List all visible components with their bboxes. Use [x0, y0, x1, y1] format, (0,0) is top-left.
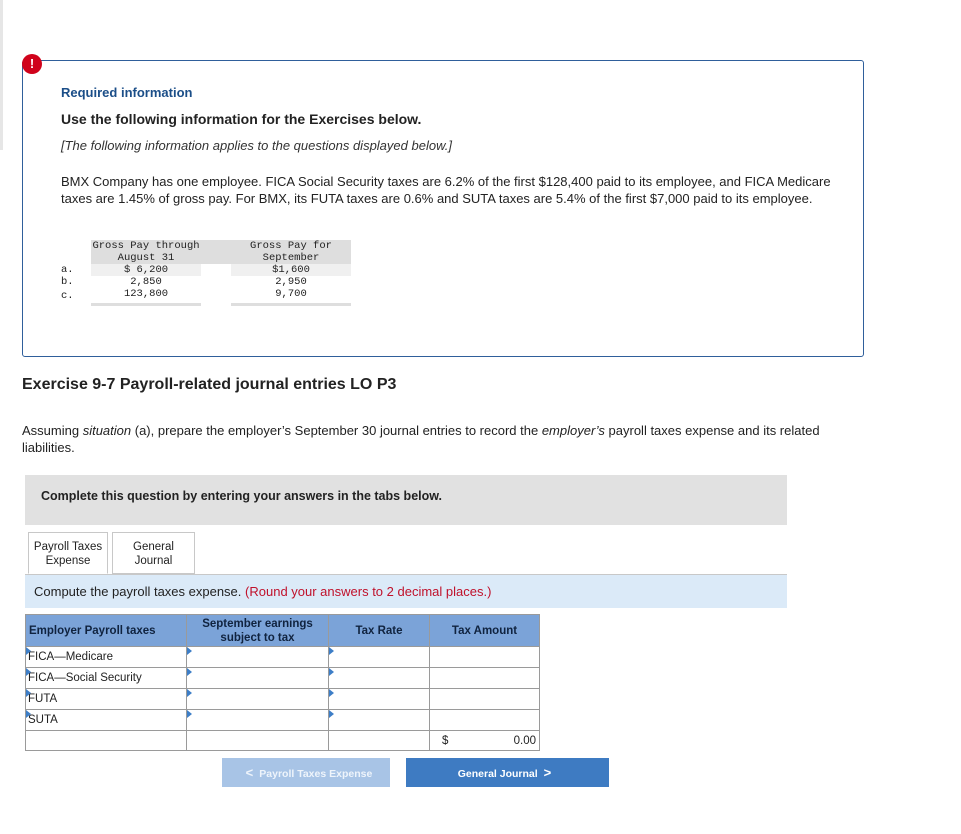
tax-amount-cell [430, 647, 540, 668]
table-row [26, 710, 540, 731]
chevron-left-icon: < [245, 765, 254, 780]
dropdown-marker-icon [26, 710, 31, 718]
earnings-input[interactable] [187, 647, 329, 668]
dropdown-marker-icon [26, 647, 31, 655]
prev-tab-button[interactable]: < Payroll Taxes Expense [222, 758, 390, 787]
dropdown-marker-icon [187, 647, 192, 655]
dropdown-marker-icon [329, 668, 334, 676]
dropdown-marker-icon [26, 689, 31, 697]
earnings-input[interactable] [187, 668, 329, 689]
table-row [26, 689, 540, 710]
header-tax-amount: Tax Amount [430, 615, 540, 647]
tab-payroll-taxes-expense[interactable]: Payroll Taxes Expense [28, 532, 108, 574]
header-gross-through: Gross Pay through August 31 [92, 240, 200, 264]
table-row: a. $ 6,200 $1,600 [61, 264, 351, 276]
table-row [26, 647, 540, 668]
header-employer-payroll-taxes: Employer Payroll taxes [26, 615, 187, 647]
dropdown-marker-icon [329, 689, 334, 697]
total-row [26, 731, 540, 751]
dropdown-marker-icon [187, 710, 192, 718]
company-description: BMX Company has one employee. FICA Social Security taxes are 6.2% of the first $128,400 paid to its employee, and FICA Medicare taxes are 1.45% of gross pay. For BMX, its FUTA taxes are 0.6% and SUTA taxes are 5.4% of the first $7,000 paid to its employee. [61, 174, 831, 206]
dropdown-marker-icon [187, 668, 192, 676]
complete-instructions-bar: Complete this question by entering your answers in the tabs below. [25, 475, 787, 525]
dropdown-marker-icon [26, 668, 31, 676]
tax-rate-input[interactable] [329, 668, 430, 689]
chevron-right-icon: > [543, 765, 552, 780]
left-edge-divider [0, 0, 3, 150]
row-label-input[interactable]: FUTA [26, 689, 187, 710]
dropdown-marker-icon [329, 710, 334, 718]
gross-pay-table [61, 240, 351, 306]
required-information-panel [22, 60, 864, 357]
applies-note: [The following information applies to the questions displayed below.] [61, 138, 452, 153]
total-tax-amount: $ 0.00 [430, 731, 540, 751]
compute-instruction: Compute the payroll taxes expense. (Round your answers to 2 decimal places.) [25, 575, 787, 608]
exercise-prompt: Assuming situation (a), prepare the employer’s September 30 journal entries to record the employer’s payroll taxes expense and its related liabilities. [22, 423, 820, 455]
rounding-note: (Round your answers to 2 decimal places.) [245, 584, 492, 599]
alert-icon: ! [22, 54, 42, 74]
tab-general-journal[interactable]: General Journal [112, 532, 195, 574]
earnings-input[interactable] [187, 689, 329, 710]
tax-rate-input[interactable] [329, 689, 430, 710]
table-row [26, 668, 540, 689]
header-september-earnings: September earnings subject to tax [187, 615, 329, 647]
tax-amount-cell [430, 689, 540, 710]
table-row: c. 123,800 9,700 [61, 288, 351, 305]
tax-rate-input[interactable] [329, 647, 430, 668]
row-label-input[interactable]: FICA—Medicare [26, 647, 187, 668]
dropdown-marker-icon [187, 689, 192, 697]
use-info-heading: Use the following information for the Exercises below. [61, 111, 422, 127]
tax-amount-cell [430, 710, 540, 731]
row-label-input[interactable]: SUTA [26, 710, 187, 731]
header-gross-september: Gross Pay for September [231, 240, 351, 264]
payroll-taxes-table [25, 614, 540, 751]
earnings-input[interactable] [187, 710, 329, 731]
table-row: b. 2,850 2,950 [61, 276, 307, 288]
dropdown-marker-icon [329, 647, 334, 655]
required-info-title: Required information [61, 85, 193, 100]
row-label-input[interactable]: FICA—Social Security [26, 668, 187, 689]
exercise-title: Exercise 9-7 Payroll-related journal entries LO P3 [22, 376, 397, 393]
next-tab-button[interactable]: General Journal > [406, 758, 609, 787]
header-tax-rate: Tax Rate [329, 615, 430, 647]
tax-amount-cell [430, 668, 540, 689]
tax-rate-input[interactable] [329, 710, 430, 731]
